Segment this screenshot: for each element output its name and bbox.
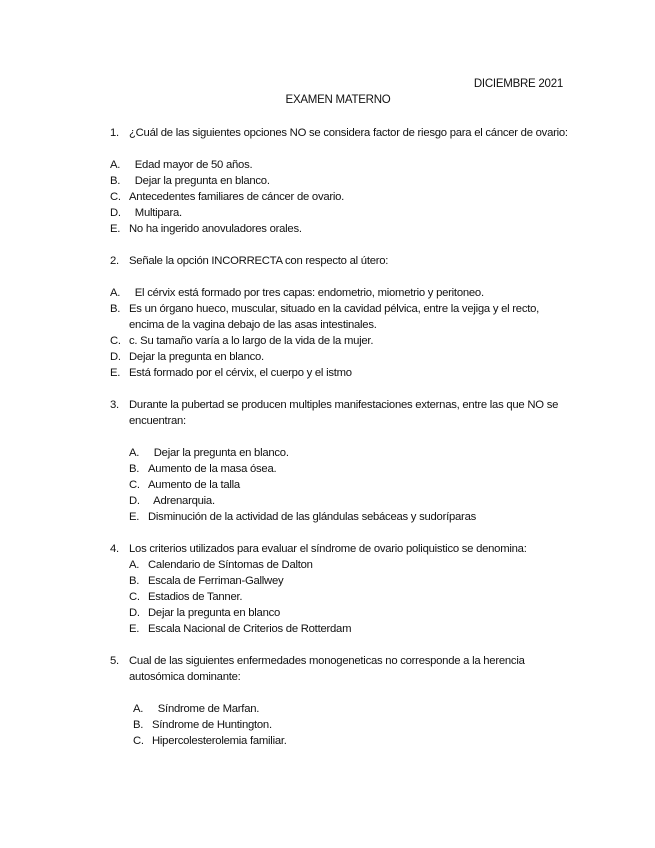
option-text: El cérvix está formado por tres capas: endometrio, miometrio y peritoneo. [129, 287, 484, 299]
option-text: Síndrome de Huntington. [152, 719, 272, 731]
question-2 [110, 253, 570, 269]
question-text: Durante la pubertad se producen multiples manifestaciones externas, entre las que NO se encuentran: [129, 399, 559, 427]
option-4b [129, 573, 569, 589]
option-letter: C. [129, 479, 140, 491]
option-text: Escala Nacional de Criterios de Rotterdam [148, 623, 352, 635]
option-letter: D. [110, 351, 121, 363]
question-5 [110, 653, 570, 685]
option-text: Dejar la pregunta en blanco. [148, 447, 289, 459]
question-1 [110, 125, 570, 141]
question-2-options [0, 285, 655, 381]
option-letter: C. [129, 591, 140, 603]
option-2e [110, 365, 570, 381]
question-text: Los criterios utilizados para evaluar el síndrome de ovario poliquistico se denomina: [129, 543, 527, 555]
question-4-options [0, 557, 655, 637]
option-text: Hipercolesterolemia familiar. [152, 735, 287, 747]
option-5a [133, 701, 573, 717]
option-letter: B. [133, 719, 144, 731]
option-1a [110, 157, 570, 173]
option-1b [110, 173, 570, 189]
option-text: Calendario de Síntomas de Dalton [148, 559, 313, 571]
option-letter: D. [110, 207, 121, 219]
option-text: Antecedentes familiares de cáncer de ovario. [129, 191, 345, 203]
option-letter: A. [129, 559, 140, 571]
option-text: Escala de Ferriman-Gallwey [148, 575, 284, 587]
option-letter: E. [110, 367, 121, 379]
option-text: Multipara. [129, 207, 182, 219]
option-2c [110, 333, 570, 349]
question-number: 1. [110, 127, 119, 139]
question-1-options [0, 157, 655, 237]
option-text: Estadios de Tanner. [148, 591, 243, 603]
option-letter: D. [129, 607, 140, 619]
option-4c [129, 589, 569, 605]
question-text: ¿Cuál de las siguientes opciones NO se considera factor de riesgo para el cáncer de ovario: [129, 127, 568, 139]
option-4e [129, 621, 569, 637]
option-letter: E. [110, 223, 121, 235]
option-letter: C. [110, 335, 121, 347]
exam-date: DICIEMBRE 2021 [473, 78, 563, 90]
option-letter: B. [129, 463, 140, 475]
option-letter: A. [129, 447, 140, 459]
option-letter: A. [110, 159, 121, 171]
option-3a [129, 445, 569, 461]
option-1d [110, 205, 570, 221]
option-text: Dejar la pregunta en blanco [148, 607, 281, 619]
option-letter: D. [129, 495, 140, 507]
option-text: Síndrome de Marfan. [152, 703, 260, 715]
option-3e [129, 509, 569, 525]
question-number: 2. [110, 255, 119, 267]
option-4d [129, 605, 569, 621]
option-text: Edad mayor de 50 años. [129, 159, 253, 171]
option-2a [110, 285, 570, 301]
question-4 [110, 541, 570, 557]
option-5c [133, 733, 573, 749]
option-1c [110, 189, 570, 205]
option-text: c. Su tamaño varía a lo largo de la vida de la mujer. [129, 335, 374, 347]
option-letter: B. [110, 303, 121, 315]
option-3b [129, 461, 569, 477]
option-4a [129, 557, 569, 573]
option-2d [110, 349, 570, 365]
option-text: Aumento de la talla [148, 479, 240, 491]
option-letter: E. [129, 511, 140, 523]
option-text: Dejar la pregunta en blanco. [129, 175, 270, 187]
option-text: Dejar la pregunta en blanco. [129, 351, 264, 363]
option-3c [129, 477, 569, 493]
option-letter: C. [110, 191, 121, 203]
question-5-options [0, 701, 655, 749]
option-letter: B. [110, 175, 121, 187]
option-3d [129, 493, 569, 509]
question-number: 4. [110, 543, 119, 555]
option-1e [110, 221, 570, 237]
question-text: Señale la opción INCORRECTA con respecto al útero: [129, 255, 389, 267]
question-3 [110, 397, 570, 429]
option-text: Aumento de la masa ósea. [148, 463, 277, 475]
question-number: 5. [110, 655, 119, 667]
option-letter: B. [129, 575, 140, 587]
option-text: Está formado por el cérvix, el cuerpo y el istmo [129, 367, 352, 379]
option-letter: C. [133, 735, 144, 747]
option-letter: A. [133, 703, 144, 715]
question-text: Cual de las siguientes enfermedades monogeneticas no corresponde a la herencia autosómica dominante: [129, 655, 525, 683]
question-number: 3. [110, 399, 119, 411]
questions-container [0, 125, 655, 749]
option-text: Adrenarquia. [148, 495, 215, 507]
question-3-options [0, 445, 655, 525]
option-5b [133, 717, 573, 733]
option-2b [110, 301, 570, 333]
option-text: Disminución de la actividad de las glándulas sebáceas y sudoríparas [148, 511, 477, 523]
option-text: No ha ingerido anovuladores orales. [129, 223, 302, 235]
option-letter: E. [129, 623, 140, 635]
exam-title: EXAMEN MATERNO [285, 94, 391, 106]
option-letter: A. [110, 287, 121, 299]
option-text: Es un órgano hueco, muscular, situado en la cavidad pélvica, entre la vejiga y el recto, encima de la vagina debajo de las asas intestinales. [129, 303, 540, 331]
